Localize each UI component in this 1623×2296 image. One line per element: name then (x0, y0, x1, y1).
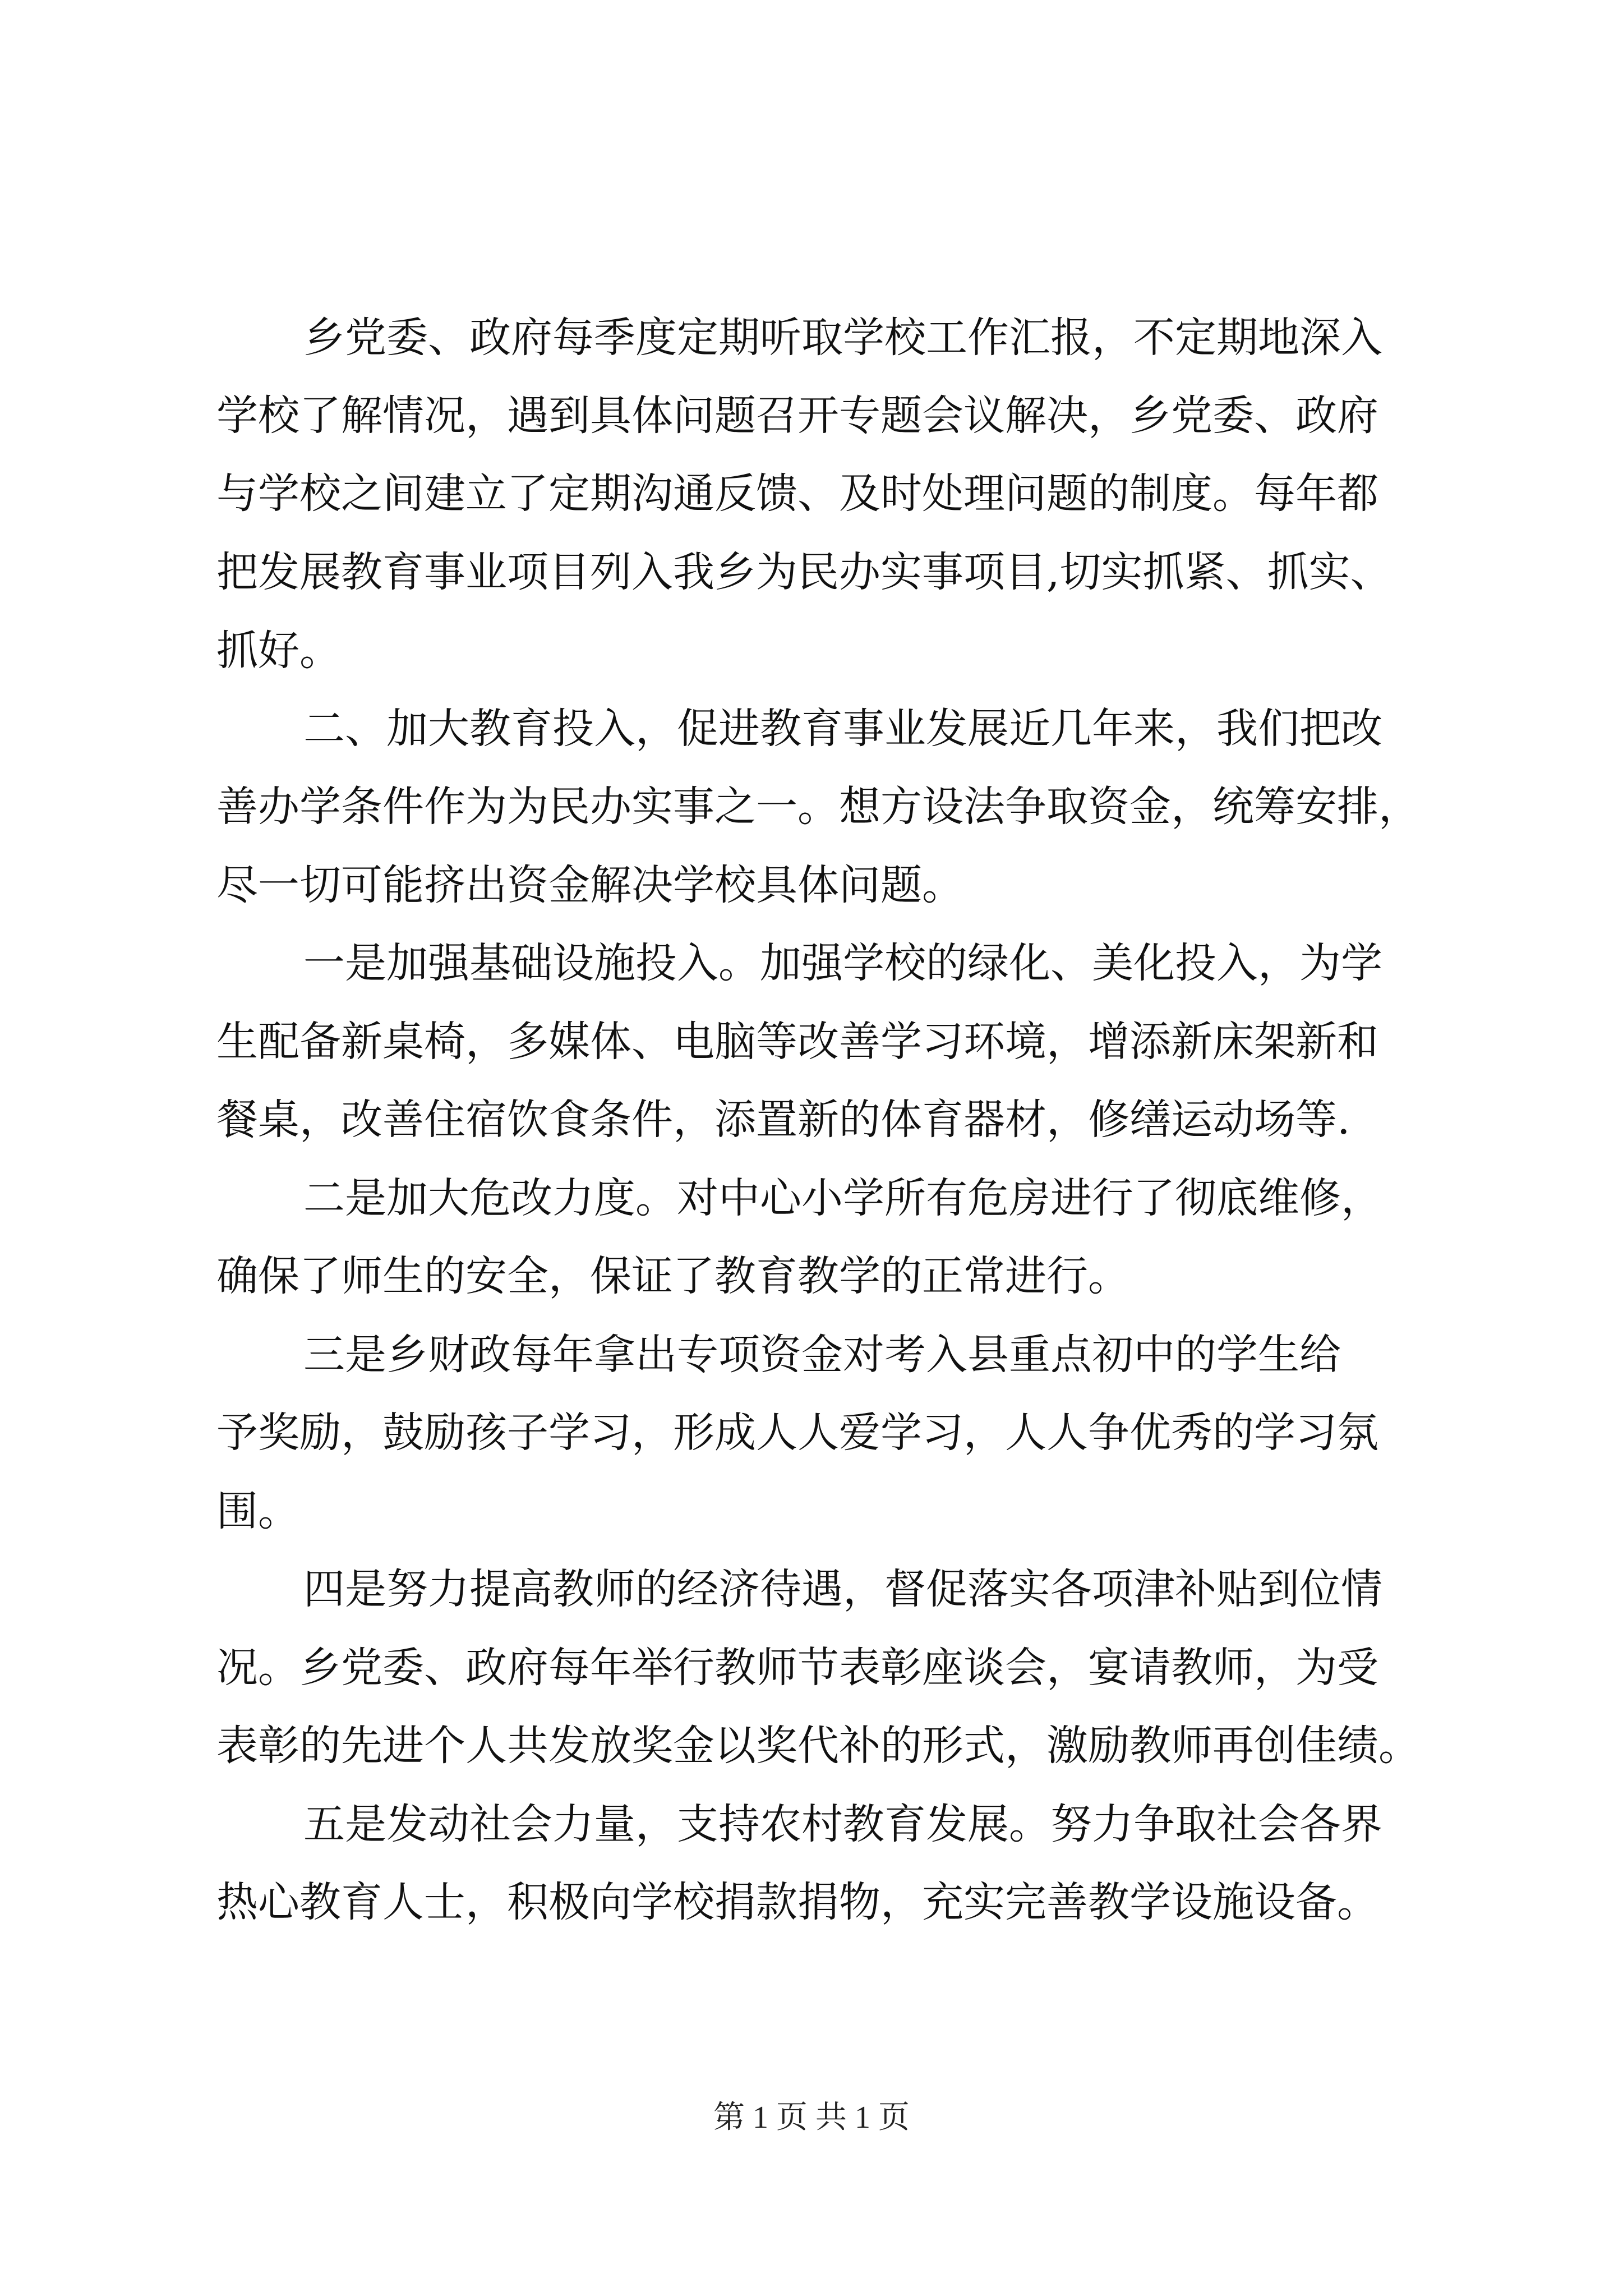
paragraph-2-line-2: 善办学条件作为为民办实事之一。想方设法争取资金，统筹安排， (216, 783, 1420, 831)
paragraph-5-line-1: 三是乡财政每年拿出专项资金对考入县重点初中的学生给 (303, 1331, 1341, 1379)
paragraph-6-line-1: 四是努力提高教师的经济待遇，督促落实各项津补贴到位情 (303, 1565, 1382, 1613)
paragraph-5-line-2: 予奖励，鼓励孩子学习，形成人人爱学习，人人争优秀的学习氛 (216, 1409, 1378, 1457)
paragraph-2-line-3: 尽一切可能挤出资金解决学校具体问题。 (216, 861, 963, 909)
paragraph-3-line-1: 一是加强基础设施投入。加强学校的绿化、美化投入，为学 (303, 939, 1382, 987)
paragraph-3-line-3: 餐桌，改善住宿饮食条件，添置新的体育器材，修缮运动场等. (216, 1096, 1350, 1144)
paragraph-6-line-2: 况。乡党委、政府每年举行教师节表彰座谈会，宴请教师，为受 (216, 1644, 1378, 1692)
paragraph-7-line-2: 热心教育人士，积极向学校捐款捐物，充实完善教学设施设备。 (216, 1878, 1378, 1926)
paragraph-6-line-3: 表彰的先进个人共发放奖金以奖代补的形式，激励教师再创佳绩。 (216, 1722, 1420, 1770)
paragraph-7-line-1: 五是发动社会力量，支持农村教育发展。努力争取社会各界 (303, 1800, 1382, 1848)
paragraph-3-line-2: 生配备新桌椅，多媒体、电脑等改善学习环境，增添新床架新和 (216, 1018, 1378, 1066)
paragraph-1-line-2: 学校了解情况，遇到具体问题召开专题会议解决，乡党委、政府 (216, 392, 1378, 440)
paragraph-4-line-1: 二是加大危改力度。对中心小学所有危房进行了彻底维修， (303, 1174, 1382, 1222)
paragraph-5-line-3: 围。 (216, 1487, 299, 1535)
paragraph-1-line-5: 抓好。 (216, 627, 341, 675)
page-footer: 第 1 页 共 1 页 (713, 2100, 910, 2135)
paragraph-2-line-1: 二、加大教育投入，促进教育事业发展近几年来，我们把改 (303, 705, 1382, 753)
paragraph-1-line-1: 乡党委、政府每季度定期听取学校工作汇报，不定期地深入 (303, 314, 1382, 362)
paragraph-4-line-2: 确保了师生的安全，保证了教育教学的正常进行。 (216, 1252, 1129, 1300)
paragraph-1-line-3: 与学校之间建立了定期沟通反馈、及时处理问题的制度。每年都 (216, 470, 1378, 518)
paragraph-1-line-4: 把发展教育事业项目列入我乡为民办实事项目,切实抓紧、抓实、 (216, 548, 1392, 596)
